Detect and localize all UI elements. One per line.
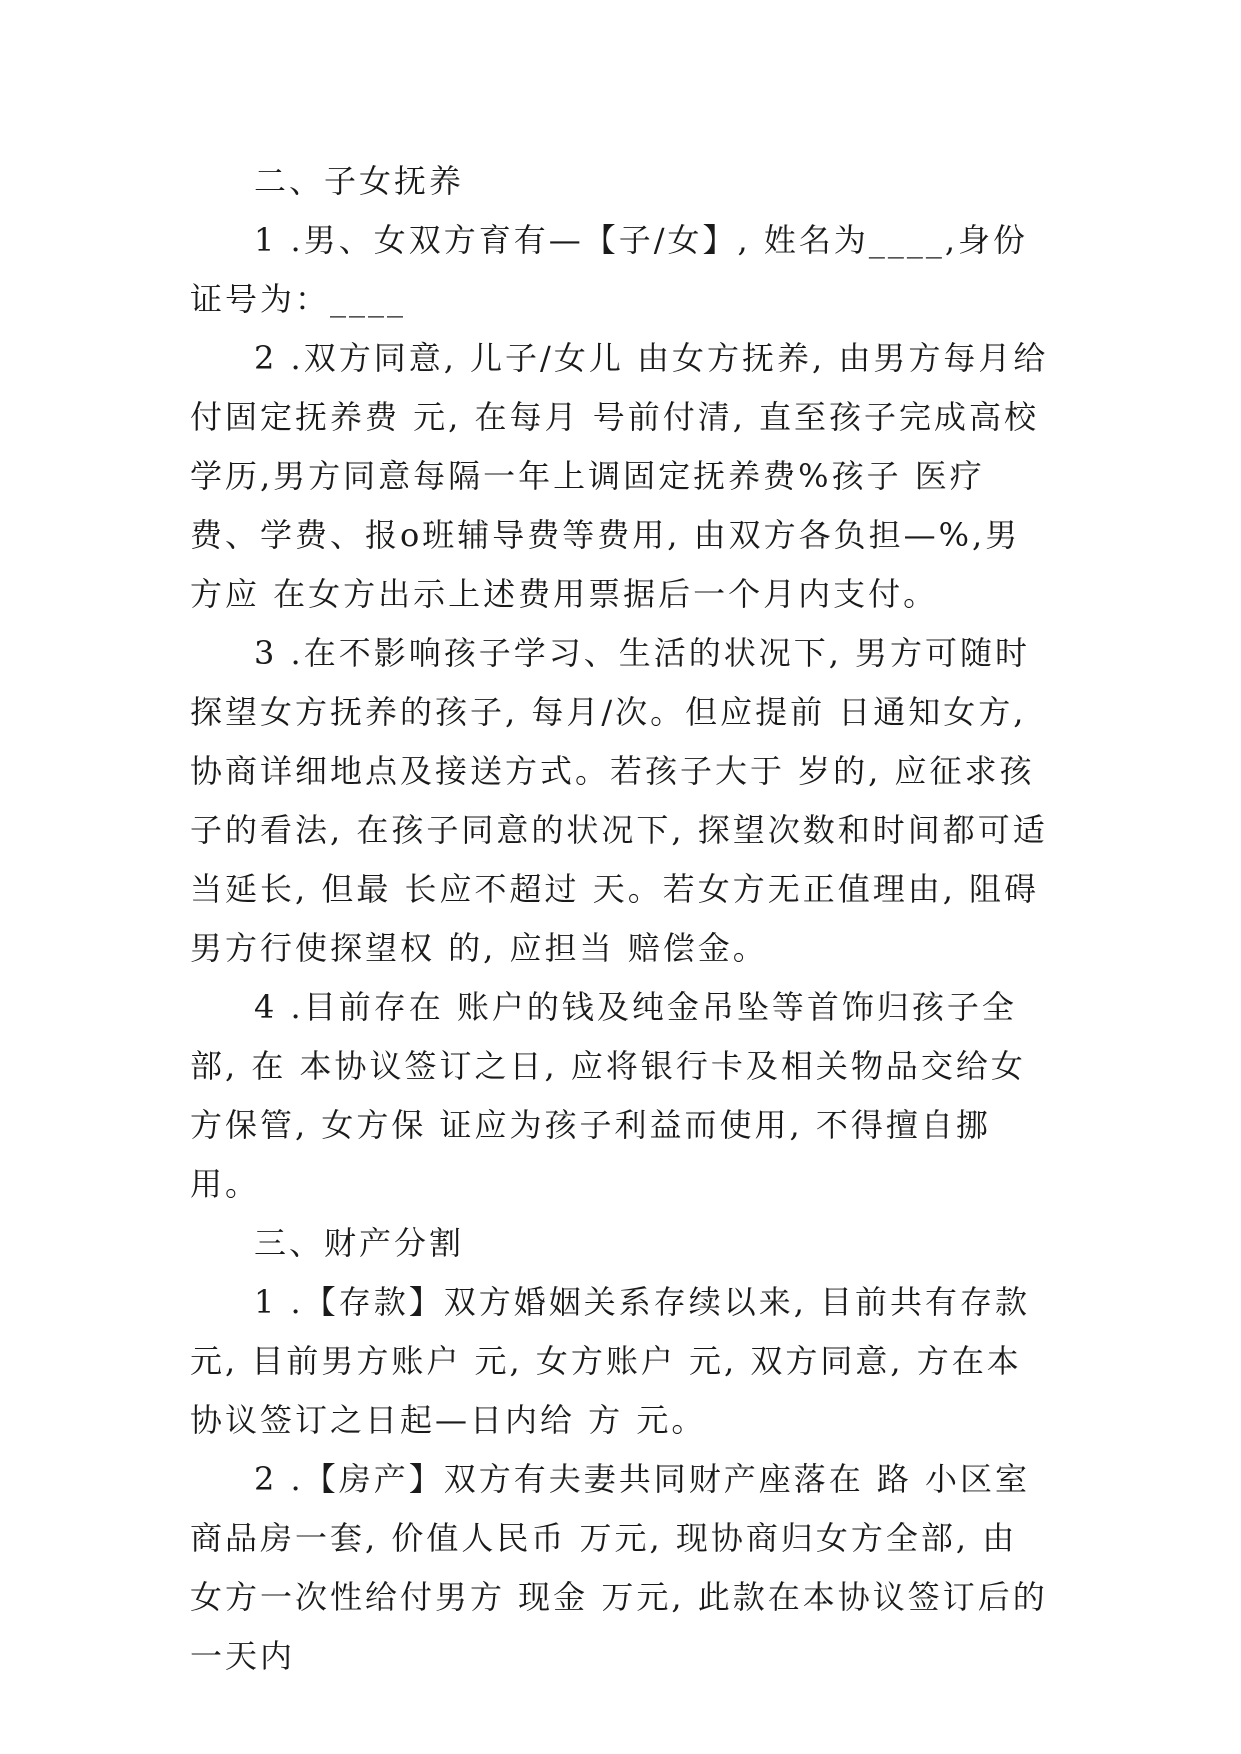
paragraph-real-estate: 2 .【房产】双方有夫妻共同财产座落在 路 小区室商品房一套, 价值人民币 万元, 现协商归女方全部, 由女方一次性给付男方 现金 万元, 此款在本协议签订后的一天内 [190, 1460, 1048, 1675]
paragraph-savings: 1 .【存款】双方婚姻关系存续以来, 目前共有存款 元, 目前男方账户 元, 女方账户 元, 双方同意, 方在本协议签订之日起—日内给 方 元。 [190, 1283, 1031, 1439]
document-body [190, 152, 1050, 1686]
paragraph-child-info: 1 .男、女双方育有—【子/女】, 姓名为____,身份证号为：____ [190, 221, 1029, 318]
section-heading-property-division: 三、财产分割 [254, 1224, 465, 1262]
paragraph-visitation: 3 .在不影响孩子学习、生活的状况下, 男方可随时探望女方抚养的孩子, 每月/次。但应提前 日通知女方, 协商详细地点及接送方式。若孩子大于 岁的, 应征求孩子的看法, 在孩子同意的状况下, 探望次数和时间都可适当延长, 但最 长应不超过 天。若女方无正值理由, 阻碍男方行使探望权 的, 应担当 赔偿金。 [190, 634, 1048, 967]
paragraph-child-assets: 4 .目前存在 账户的钱及纯金吊坠等首饰归孩子全部, 在 本协议签订之日, 应将银行卡及相关物品交给女方保管, 女方保 证应为孩子利益而使用, 不得擅自挪用。 [190, 988, 1026, 1203]
paragraph-custody-support: 2 .双方同意, 儿子/女儿 由女方抚养, 由男方每月给付固定抚养费 元, 在每月 号前付清, 直至孩子完成高校学历,男方同意每隔一年上调固定抚养费%孩子 医疗费、学费、报o班辅导费等费用, 由双方各负担—%,男方应 在女方出示上述费用票据后一个月内支付。 [190, 339, 1049, 613]
section-heading-child-custody: 二、子女抚养 [254, 162, 465, 200]
